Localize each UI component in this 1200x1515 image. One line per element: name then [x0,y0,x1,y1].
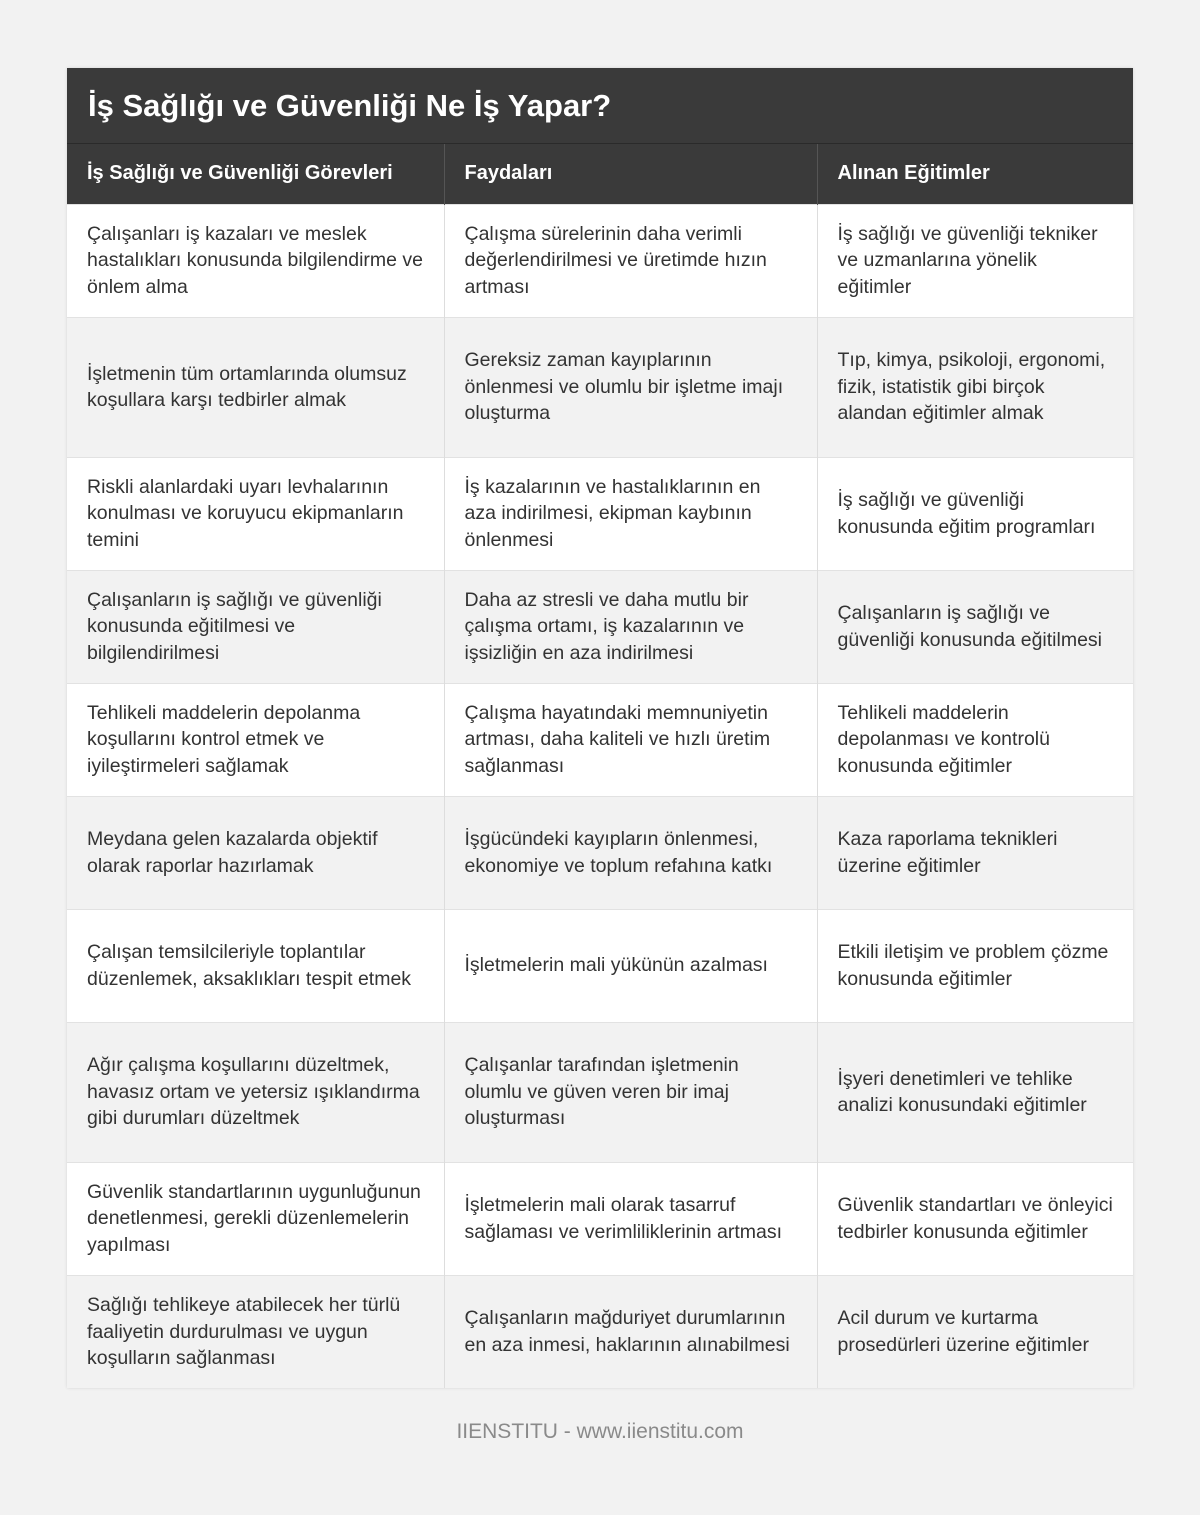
table-cell: İşletmelerin mali olarak tasarruf sağlaması ve verimliliklerinin artması [444,1162,817,1275]
table-cell: Güvenlik standartları ve önleyici tedbirler konusunda eğitimler [817,1162,1133,1275]
column-header-trainings: Alınan Eğitimler [817,144,1133,204]
table-row [67,1275,1133,1388]
table-row [67,796,1133,909]
table-cell: Güvenlik standartlarının uygunluğunun denetlenmesi, gerekli düzenlemelerin yapılması [67,1162,444,1275]
table-row [67,909,1133,1022]
table-cell: İşletmelerin mali yükünün azalması [444,909,817,1022]
table-cell: İşletmenin tüm ortamlarında olumsuz koşullara karşı tedbirler almak [67,317,444,457]
table-row [67,1162,1133,1275]
table-cell: Etkili iletişim ve problem çözme konusunda eğitimler [817,909,1133,1022]
table-cell: Gereksiz zaman kayıplarının önlenmesi ve olumlu bir işletme imajı oluşturma [444,317,817,457]
table-cell: Tehlikeli maddelerin depolanması ve kontrolü konusunda eğitimler [817,683,1133,796]
table-row [67,1022,1133,1162]
table-cell: Tıp, kimya, psikoloji, ergonomi, fizik, istatistik gibi birçok alandan eğitimler almak [817,317,1133,457]
table-cell: Tehlikeli maddelerin depolanma koşullarını kontrol etmek ve iyileştirmeleri sağlamak [67,683,444,796]
table-header-row [67,144,1133,204]
table-cell: İş sağlığı ve güvenliği tekniker ve uzmanlarına yönelik eğitimler [817,204,1133,317]
table-cell: Ağır çalışma koşullarını düzeltmek, havasız ortam ve yetersiz ışıklandırma gibi durumları düzeltmek [67,1022,444,1162]
table-cell: Daha az stresli ve daha mutlu bir çalışma ortamı, iş kazalarının ve işsizliğin en aza indirilmesi [444,570,817,683]
table-cell: İşyeri denetimleri ve tehlike analizi konusundaki eğitimler [817,1022,1133,1162]
table-row [67,317,1133,457]
table-row [67,457,1133,570]
table-cell: Sağlığı tehlikeye atabilecek her türlü faaliyetin durdurulması ve uygun koşulların sağlanması [67,1275,444,1388]
table-cell: Çalışma sürelerinin daha verimli değerlendirilmesi ve üretimde hızın artması [444,204,817,317]
table-row [67,204,1133,317]
table-cell: Çalışanları iş kazaları ve meslek hastalıkları konusunda bilgilendirme ve önlem alma [67,204,444,317]
table-row [67,570,1133,683]
table-cell: Çalışma hayatındaki memnuniyetin artması, daha kaliteli ve hızlı üretim sağlanması [444,683,817,796]
table-cell: İş kazalarının ve hastalıklarının en aza indirilmesi, ekipman kaybının önlenmesi [444,457,817,570]
table-cell: İş sağlığı ve güvenliği konusunda eğitim programları [817,457,1133,570]
page-title: İş Sağlığı ve Güvenliği Ne İş Yapar? [67,68,1133,144]
data-table [67,144,1133,1388]
table-cell: Acil durum ve kurtarma prosedürleri üzerine eğitimler [817,1275,1133,1388]
column-header-benefits: Faydaları [444,144,817,204]
table-cell: İşgücündeki kayıpların önlenmesi, ekonomiye ve toplum refahına katkı [444,796,817,909]
table-cell: Çalışanların iş sağlığı ve güvenliği konusunda eğitilmesi [817,570,1133,683]
column-header-duties: İş Sağlığı ve Güvenliği Görevleri [67,144,444,204]
table-cell: Çalışan temsilcileriyle toplantılar düzenlemek, aksaklıkları tespit etmek [67,909,444,1022]
table-cell: Çalışanların iş sağlığı ve güvenliği konusunda eğitilmesi ve bilgilendirilmesi [67,570,444,683]
content-card [67,68,1133,1388]
table-cell: Çalışanlar tarafından işletmenin olumlu ve güven veren bir imaj oluşturması [444,1022,817,1162]
table-cell: Meydana gelen kazalarda objektif olarak raporlar hazırlamak [67,796,444,909]
table-row [67,683,1133,796]
table-cell: Riskli alanlardaki uyarı levhalarının konulması ve koruyucu ekipmanların temini [67,457,444,570]
table-cell: Kaza raporlama teknikleri üzerine eğitimler [817,796,1133,909]
footer-credit: IIENSTITU - www.iienstitu.com [456,1420,744,1443]
table-cell: Çalışanların mağduriyet durumlarının en aza inmesi, haklarının alınabilmesi [444,1275,817,1388]
